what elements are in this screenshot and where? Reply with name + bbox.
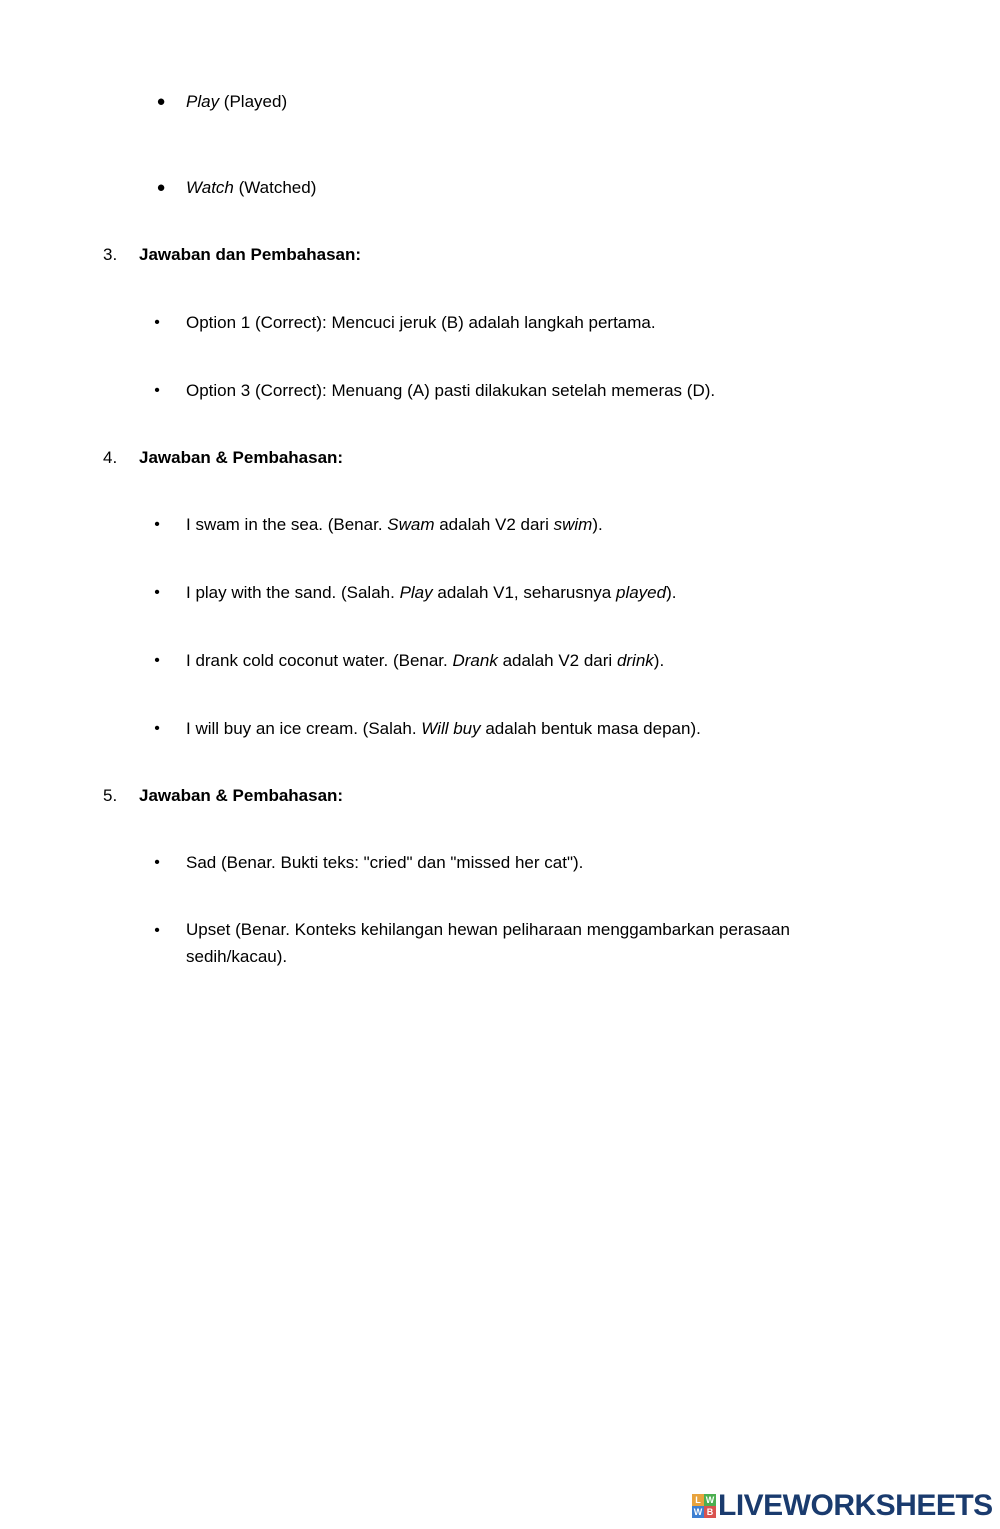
item-text: I play with the sand. (Salah. [186,583,400,602]
verb-past: (Watched) [233,178,317,197]
item-italic: swim [553,515,593,534]
item-text: ). [653,651,665,670]
list-item: Option 1 (Correct): Mencuci jeruk (B) adalah langkah pertama. [186,313,656,332]
bullet-dot-icon: • [154,314,160,331]
bullet-dot-icon: • [154,382,160,399]
list-item: Option 3 (Correct): Menuang (A) pasti dilakukan setelah memeras (D). [186,381,716,400]
logo-text: LIVEWORKSHEETS [718,1489,993,1522]
section-number: 3. [103,245,118,264]
bullet-dot-icon: • [154,516,160,533]
liveworksheets-logo [692,1490,993,1522]
bullet-round-icon: ● [156,93,166,110]
item-italic: drink [616,651,654,670]
bullet-dot-icon: • [154,854,160,871]
item-text: ). [592,515,603,534]
verb-italic: Watch [186,178,234,197]
item-text: adalah V1, seharusnya [432,583,616,602]
logo-mark-letter: W [705,1495,715,1505]
bullet-dot-icon: • [154,652,160,669]
bullet-dot-icon: • [154,922,160,939]
item-text: adalah bentuk masa depan). [480,719,701,738]
item-text: adalah V2 dari [434,515,554,534]
verb-past: (Played) [219,92,288,111]
list-item [186,582,677,604]
list-item: Sad (Benar. Bukti teks: "cried" dan "missed her cat"). [186,853,584,872]
item-text: ). [666,583,677,602]
item-text: I drank cold coconut water. (Benar. [186,651,453,670]
bullet-round-icon: ● [156,179,166,196]
logo-mark-icon [692,1494,716,1518]
item-italic: Drank [452,651,498,670]
item-text: I swam in the sea. (Benar. [186,515,388,534]
section-heading: Jawaban dan Pembahasan: [139,245,362,264]
list-item: Upset (Benar. Konteks kehilangan hewan peliharaan menggambarkan perasaan sedih/kacau). [186,920,790,966]
list-item-watch [186,177,316,199]
list-item [186,650,664,672]
section-heading: Jawaban & Pembahasan: [139,786,344,805]
section-number: 5. [103,786,118,805]
logo-mark-letter: B [704,1506,716,1518]
list-item-play [186,91,287,113]
item-text: I will buy an ice cream. (Salah. [186,719,422,738]
item-italic: Swam [387,515,435,534]
bullet-dot-icon: • [154,584,160,601]
item-italic: Will buy [421,719,481,738]
section-number: 4. [103,448,118,467]
logo-mark-letter: L [692,1494,704,1506]
list-item [186,514,603,536]
item-text: adalah V2 dari [497,651,617,670]
item-italic: played [616,583,667,602]
verb-italic: Play [186,92,220,111]
list-item [186,718,701,740]
bullet-dot-icon: • [154,720,160,737]
item-italic: Play [399,583,433,602]
section-heading: Jawaban & Pembahasan: [139,448,344,467]
logo-mark-letter: W [693,1507,703,1517]
